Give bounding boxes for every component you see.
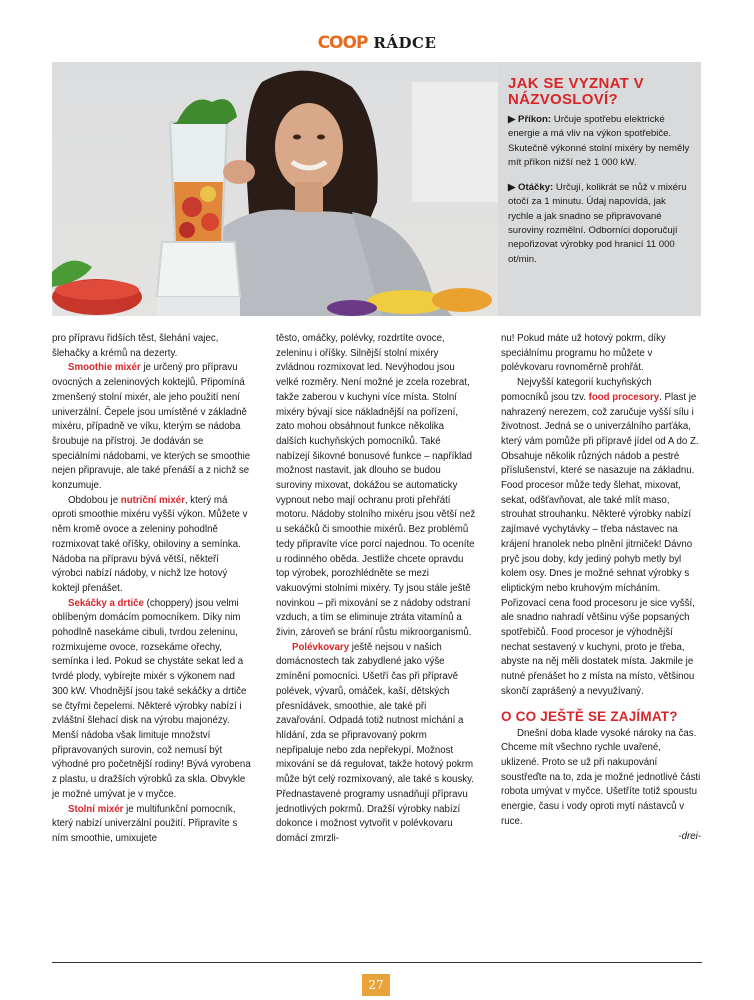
page-number: 27 xyxy=(362,974,390,996)
sidebar-text: Určuje spotřebu elektrické energie a má vliv na výkon spotřebiče. Skutečně výkonné stolní mixéry by neměly mít příkon nižší než 1 000 kW. xyxy=(508,114,690,168)
paragraph-text: Nejvyšší kategorií kuchyňských pomocníků jsou tzv. xyxy=(501,377,652,403)
sidebar-title: JAK SE VYZNAT V NÁZVOSLOVÍ? xyxy=(508,75,644,108)
paragraph xyxy=(52,597,252,803)
woman-blender-illustration xyxy=(52,62,498,316)
highlight-term: Smoothie mixér xyxy=(68,362,141,374)
paragraph xyxy=(501,376,701,699)
paragraph-text: . Plast je nahrazený nerezem, což zaručuje vyšší sílu i životnost. Jedná se o univerzálního parťáka, který vám pomůže při přípravě jídel od A do Z. Obsahuje několik různých nádob a pestré příslušenství, které se nasazuje na základnu. Food procesor může tedy šlehat, mixovat, sekat, odšťavňovat, ale také mlít maso, strouhat strouhanku. Některé výrobky nabízí zajímavé vychytávky – třeba nástavec na krájení hranolek nebo plnění jitrniček! Dávno pryč jsou doby, kdy jediný pohyb metly byl kolem osy. Dnes je možné sehnat výrobky s eliptickým nebo kruhovým mícháním. Pořizovací cena food procesoru je sice vyšší, ale snadno nahradí většinu výše popsaných spotřebičů. Food procesor je výhodnější nechat sestavený v kuchyni, proto je třeba, abyste na něj měli dostatek místa. Jakmile je nutné přenášet ho z místa na místo, většinou skončí zaprášený a nevyužívaný. xyxy=(501,391,699,697)
coop-logo xyxy=(318,33,368,53)
sidebar-term: ▶ Otáčky: xyxy=(508,182,554,194)
sidebar-term: ▶ Příkon: xyxy=(508,114,552,125)
hero-photo xyxy=(52,62,498,316)
article-column-1 xyxy=(52,332,252,847)
paragraph: těsto, omáčky, polévky, rozdrtíte ovoce, zeleninu i oříšky. Silnější stolní mixéry zvládnou rozmixovat led. Nevýhodou jsou velké rozměry. Není možné je zcela rozebrat, takže zaberou v kuchyni více místa. Stolní mixéry bývají sice nákladnější na pořízení, zato mohou obsáhnout funkce několika dalších kuchyňských pomocníků. Také nabízejí šikovné bonusové funkce – například možnost nastavit, jak dlouho se budou suroviny mixovat, dokážou se automaticky vypnout nebo mají ochranu proti přehřátí motoru. Nádoby stolního mixéru jsou větší než u sekáčků či smoothie mixérů. Bez problémů tedy připravíte více porcí najednou. To oceníte u rodinného oběda. Jestliže chcete opravdu top výrobek, porozhlédněte se mezi vakuovými stolními mixéry. Ty jsou stále ještě novinkou – při mixování se z nádoby odstraní vzduch, a tím se eliminuje ztráta vitamínů a živin, zároveň se brání růstu mikroorganismů. xyxy=(276,333,476,639)
highlight-term: nutriční mixér xyxy=(120,494,185,506)
author-signature: -drei- xyxy=(678,830,701,842)
page-header xyxy=(0,30,754,56)
section-title: RÁDCE xyxy=(373,34,437,52)
paragraph-text: ještě nejsou v našich domácnostech tak zabydlené jako výše zmínění pomocníci. Ušetří čas při přípravě polévek, vývarů, omáček, kaší, dětských přesnídávek, smoothie, ale také při zavařování. Odpadá totiž nutnost míchání a hlídání, zda se připravovaný pokrm nepřipaluje nebo zda nepřekypí. Možnost mixování se dá regulovat, takže hotový pokrm může být celý rozmixovaný, ale také s kousky. Přednastavené programy usnadňují přípravu jednotlivých pokrmů. Dražší výrobky nabízí dokonce i možnost vytvořit v polévkovaru domácí zmrzli- xyxy=(276,641,474,844)
paragraph xyxy=(52,494,252,597)
paragraph-text: je multifunkční pomocník, který nabízí univerzální použití. Připravíte s ním smoothie, umixujete xyxy=(52,803,238,844)
paragraph-text: Obdobou je xyxy=(68,494,121,506)
sidebar-text: Určují, kolikrát se nůž v mixéru otočí za 1 minutu. Údaj napovídá, jak rychle a jak snadno se připravované suroviny rozmělní. Odborníci doporučují nepořizovat výrobky pod hranicí 11 000 ot/min. xyxy=(508,182,687,265)
article-column-2 xyxy=(276,332,476,847)
paragraph xyxy=(52,803,252,847)
paragraph xyxy=(276,641,476,847)
paragraph-text: , který má oproti smoothie mixéru vyšší výkon. Můžete v něm kromě ovoce a zeleniny pohodlně rozmixovat také oříšky, obiloviny a semínka. Nádoba na přípravu bývá větší, někteří výrobci nabízí nádoby, v nichž lze hotový koktejl přenášet. xyxy=(52,494,248,594)
sidebar-item-prikon xyxy=(508,113,691,170)
paragraph: Dnešní doba klade vysoké nároky na čas. Chceme mít všechno rychle uvařené, uklizené. Proto se už při nakupování soustřeďte na to, zda je možné jednotlivé části robota umývat v myčce. Ušetříte totiž spoustu energie, času i vody oproti mytí nástavců v ruce. xyxy=(501,727,701,827)
sidebar-item-otacky xyxy=(508,181,691,267)
paragraph-text: (choppery) jsou velmi oblíbeným domácím pomocníkem. Díky nim pohodlně nasekáme cibuli, tvrdou zeleninu, rozmixujeme ovoce, rozsekáme ořechy, semínka i led. Pokud se chystáte sekat led a tvrdé plody, vybírejte mixér s výkonem nad 300 kW. Vhodnější jsou také sekáčky a drtiče se čtyřmi čepelemi. Některé výrobky nabízí i zvláštní šlehací disk na výrobu majonézy. Menší nádoba však limituje množství připravovaných surovin, což nemusí být výhodné pro početnější rodiny! Bývá vyrobena z plastu, u dražších výrobků za skla. Obvykle je možné umývat je v myčce. xyxy=(52,597,251,800)
paragraph-text: je určený pro přípravu ovocných a zeleninových koktejlů. Připomíná zmenšený stolní mixér, ale jeho použití není univerzální. Čepele jsou umístěné v základně mixéru, případně ve víku, kterým se nádoba šroubuje na přístroj. Je dodáván se speciálními nádobami, ve kterých se smoothie nejen připravuje, ale také přenáší a z nichž se konzumuje. xyxy=(52,362,251,492)
paragraph: nu! Pokud máte už hotový pokrm, díky speciálnímu programu ho můžete v polévkovaru rovnoměrně prohřát. xyxy=(501,333,666,374)
article-column-3 xyxy=(501,332,701,844)
highlight-term: Stolní mixér xyxy=(68,803,124,815)
highlight-term: Polévkovary xyxy=(292,641,350,653)
paragraph: pro přípravu řidších těst, šlehání vajec, šlehačky a krémů na dezerty. xyxy=(52,333,219,359)
paragraph xyxy=(52,361,252,493)
terminology-sidebar xyxy=(498,62,701,316)
section-heading: O CO JEŠTĚ SE ZAJÍMAT? xyxy=(501,708,678,724)
footer-divider xyxy=(52,962,702,963)
highlight-term: food procesory xyxy=(588,391,660,403)
highlight-term: Sekáčky a drtiče xyxy=(68,597,144,609)
logo-text: COOP xyxy=(317,33,368,53)
